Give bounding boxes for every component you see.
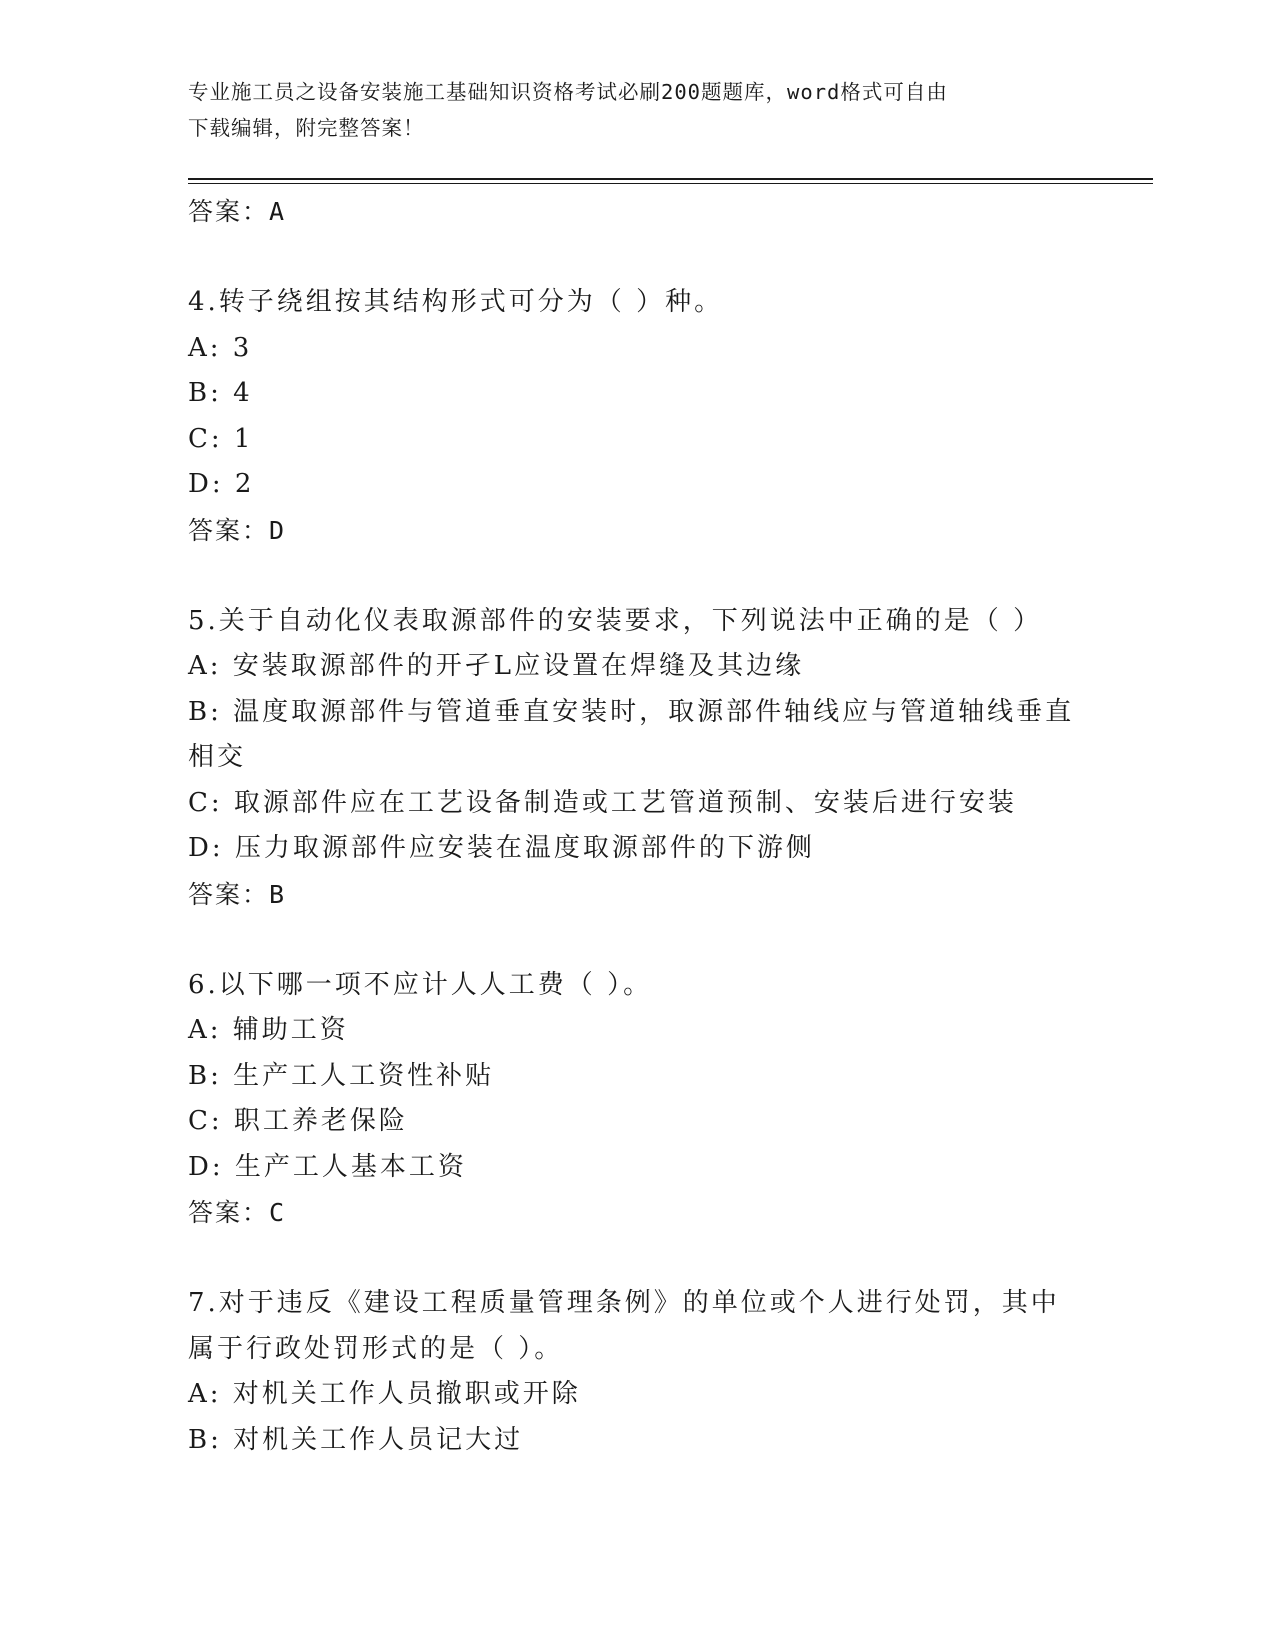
question-5-option-d: D: 压力取源部件应安装在温度取源部件的下游侧	[188, 833, 815, 863]
question-5-option-b-cont: 相交	[188, 742, 247, 772]
question-6-option-d: D: 生产工人基本工资	[188, 1151, 467, 1182]
question-4-stem: 4.转子绕组按其结构形式可分为（ ）种。	[188, 287, 724, 317]
question-5-option-b: B: 温度取源部件与管道垂直安装时，取源部件轴线应与管道轴线垂直	[188, 696, 1075, 727]
question-4-option-a: A: 3	[188, 332, 253, 363]
question-5-option-a: A: 安装取源部件的开孑L应设置在焊缝及其边缘	[188, 651, 805, 681]
question-list	[188, 189, 1088, 1463]
question-7-stem: 7.对于违反《建设工程质量管理条例》的单位或个人进行处罚，其中	[188, 1288, 1060, 1318]
header-rule-thin	[188, 183, 1153, 184]
question-4-answer: 答案：D	[188, 515, 287, 545]
header-line-1: 专业施工员之设备安装施工基础知识资格考试必刷200题题库，word格式可自由	[188, 80, 948, 104]
question-7-option-a: A: 对机关工作人员撤职或开除	[188, 1379, 581, 1409]
question-6-answer: 答案：C	[188, 1198, 287, 1227]
question-5-option-c: C: 取源部件应在工艺设备制造或工艺管道预制、安装后进行安装	[188, 787, 1017, 818]
question-6-option-a: A: 辅助工资	[188, 1015, 349, 1045]
question-6-stem: 6.以下哪一项不应计人人工费（ ）。	[188, 969, 653, 1000]
header-line-2: 下载编辑，附完整答案！	[188, 116, 425, 140]
question-7-stem-cont: 属于行政处罚形式的是（ ）。	[188, 1333, 564, 1364]
document-header	[188, 74, 1068, 146]
question-6-option-c: C: 职工养老保险	[188, 1106, 408, 1136]
question-6-option-b: B: 生产工人工资性补贴	[188, 1060, 495, 1091]
question-5-stem: 5.关于自动化仪表取源部件的安装要求，下列说法中正确的是（ ）	[188, 605, 1043, 636]
answer-3: 答案：A	[188, 197, 287, 226]
question-5-answer: 答案：B	[188, 879, 287, 909]
question-7-option-b: B: 对机关工作人员记大过	[188, 1424, 524, 1455]
header-rule-thick	[188, 178, 1153, 180]
question-4-option-c: C: 1	[188, 423, 254, 454]
question-4-option-d: D: 2	[188, 469, 255, 499]
question-4-option-b: B: 4	[188, 378, 253, 408]
